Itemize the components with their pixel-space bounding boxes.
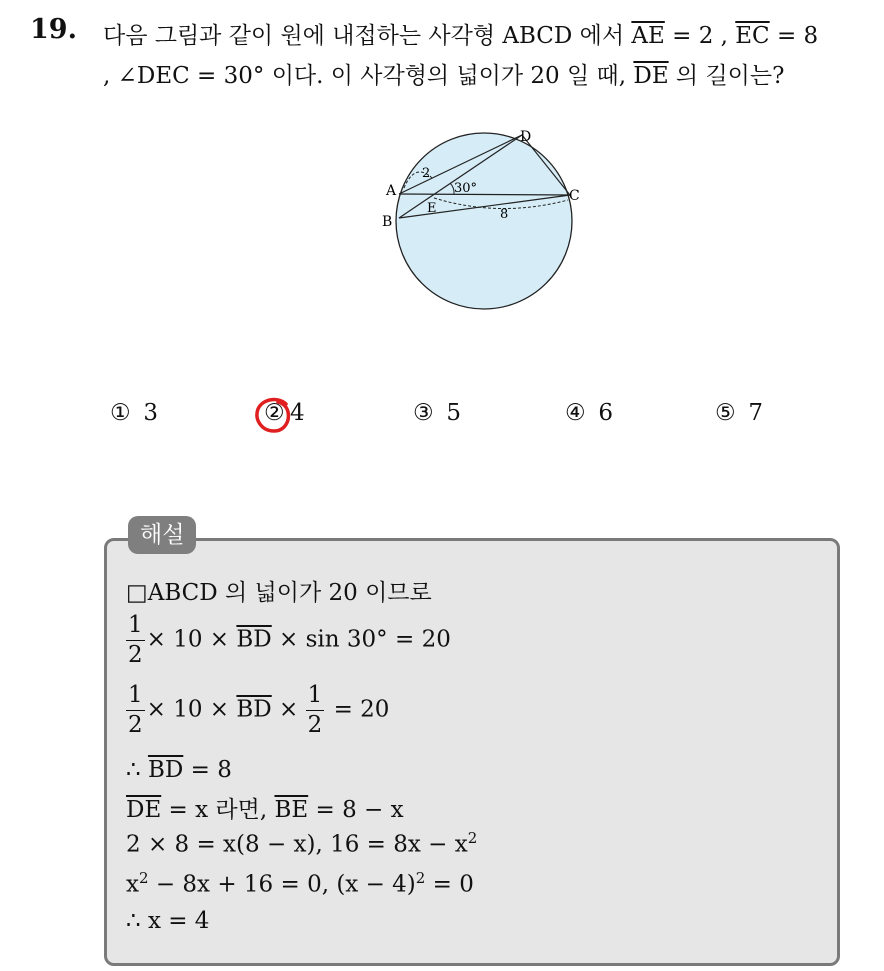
selected-answer-circle xyxy=(253,395,293,435)
solution-line-6: 2 × 8 = x(8 − x), $16 = 8x - x^2$ xyxy=(126,829,478,858)
solution-line-2: $\frac{1}{2}$ × $10 \times \overline{BD} \times \sin 30^\circ = 20$ xyxy=(128,612,451,668)
question-line-2: , ∠DEC = 30° 이다. 이 사각형의 넓이가 20 일 때, $\overline{DE}$ 의 길이는? xyxy=(103,63,785,89)
segment-ec: $\overline{EC}$ xyxy=(735,23,770,49)
segment-ae: $\overline{AE}$ xyxy=(631,23,665,49)
solution-line-5: $\overline{DE} = x$ 라면, $\overline{BE} = 8 - x$ xyxy=(126,797,404,823)
angle-label: 30° xyxy=(454,181,478,196)
choice-1[interactable]: ① 3 xyxy=(110,400,158,426)
segment-de: $\overline{DE}$ xyxy=(633,63,669,89)
choice-5[interactable]: ⑤ 7 xyxy=(715,400,763,426)
label-c: C xyxy=(569,188,580,204)
answer-choices xyxy=(0,400,884,432)
solution-line-3: $\frac{1}{2}$ × $10 \times \overline{BD}$ × $\frac{1}{2}$ = 20 xyxy=(128,682,390,738)
question-number: 19. xyxy=(30,14,77,45)
solution-line-1: □ABCD 의 넓이가 20 이므로 xyxy=(126,580,432,606)
solution-line-8: ∴ x = 4 xyxy=(126,908,210,934)
question-line-1: 다음 그림과 같이 원에 내접하는 사각형 ABCD 에서 $\overline{AE} = 2$ , $\overline{EC} = 8$ xyxy=(103,23,819,49)
circumcircle xyxy=(396,133,572,309)
label-d: D xyxy=(520,129,532,145)
fraction-half: $\frac{1}{2}$ xyxy=(128,682,143,738)
label-e: E xyxy=(427,201,437,216)
choice-2[interactable]: ② 4 xyxy=(264,400,305,426)
fraction-half: $\frac{1}{2}$ xyxy=(128,612,143,668)
label-b: B xyxy=(382,214,393,230)
fraction-half: $\frac{1}{2}$ xyxy=(307,682,323,738)
choice-4[interactable]: ④ 6 xyxy=(565,400,613,426)
solution-line-4: ∴ $\overline{BD} = 8$ xyxy=(126,757,232,783)
choice-3[interactable]: ③ 5 xyxy=(413,400,461,426)
ae-length-label: 2 xyxy=(422,166,431,181)
solution-line-7: $x^2 - 8x + 16 = 0$, $(x - 4)^2 = 0$ xyxy=(126,869,474,898)
ec-length-label: 8 xyxy=(500,207,509,222)
solution-tab: 해설 xyxy=(128,516,196,554)
circle-figure xyxy=(370,120,590,320)
label-a: A xyxy=(386,183,397,199)
